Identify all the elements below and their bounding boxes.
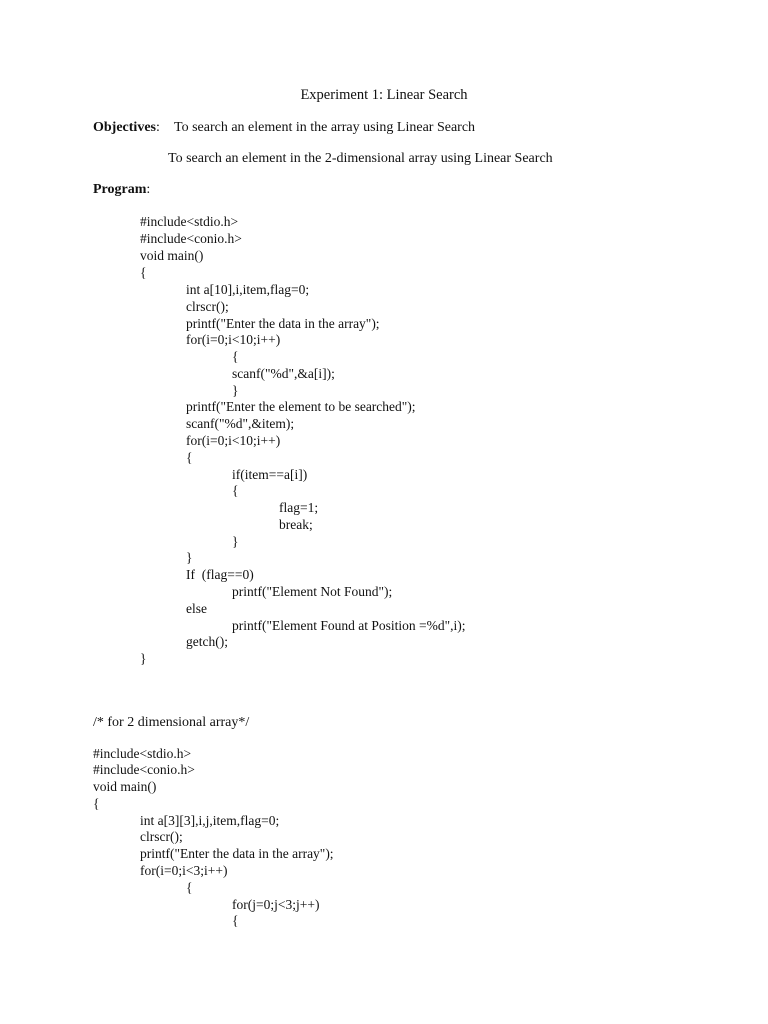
code-line: printf("Enter the data in the array"); <box>186 316 380 331</box>
objectives-colon: : <box>155 120 160 135</box>
code-line: { <box>232 483 239 498</box>
program-label: Program <box>93 182 147 197</box>
code-line: int a[10],i,item,flag=0; <box>186 282 310 297</box>
code-line: #include<stdio.h> <box>140 214 239 229</box>
code-line: { <box>186 450 193 465</box>
objectives-line <box>93 119 160 136</box>
objectives-label: Objectives <box>93 120 156 135</box>
code-line: scanf("%d",&a[i]); <box>232 366 335 381</box>
code-line: scanf("%d",&item); <box>186 416 295 431</box>
code-line: If (flag==0) <box>186 567 254 582</box>
code-line: #include<conio.h> <box>93 762 195 777</box>
code-line: else <box>186 601 207 616</box>
code-line: if(item==a[i]) <box>232 467 308 482</box>
code-line: } <box>140 651 147 666</box>
code-line: printf("Element Not Found"); <box>232 584 393 599</box>
objective-2: To search an element in the 2-dimensional array using Linear Search <box>168 151 553 166</box>
program-line <box>93 181 150 198</box>
code-line: printf("Element Found at Position =%d",i); <box>232 618 466 633</box>
code-line: for(i=0;i<10;i++) <box>186 433 281 448</box>
code-line: printf("Enter the element to be searched"); <box>186 399 416 414</box>
code-line: { <box>140 265 147 280</box>
code-line: } <box>186 550 193 565</box>
code-comment-2d: /* for 2 dimensional array*/ <box>93 715 250 730</box>
page-title: Experiment 1: Linear Search <box>300 87 468 103</box>
code-line: { <box>232 913 239 928</box>
code-line: void main() <box>93 779 157 794</box>
code-line: flag=1; <box>279 500 319 515</box>
code-line: void main() <box>140 248 204 263</box>
code-line: for(j=0;j<3;j++) <box>232 897 320 912</box>
code-line: clrscr(); <box>140 829 183 844</box>
code-line: int a[3][3],i,j,item,flag=0; <box>140 813 280 828</box>
program-colon: : <box>146 182 151 197</box>
code-line: getch(); <box>186 634 228 649</box>
objective-1: To search an element in the array using Linear Search <box>174 120 476 135</box>
code-line: for(i=0;i<3;i++) <box>140 863 228 878</box>
code-line: } <box>232 534 239 549</box>
code-line: #include<conio.h> <box>140 231 242 246</box>
code-line: clrscr(); <box>186 299 229 314</box>
code-line: break; <box>279 517 313 532</box>
code-line: for(i=0;i<10;i++) <box>186 332 281 347</box>
code-line: { <box>232 349 239 364</box>
code-line: } <box>232 383 239 398</box>
code-line: printf("Enter the data in the array"); <box>140 846 334 861</box>
code-line: { <box>186 880 193 895</box>
code-line: { <box>93 796 100 811</box>
code-line: #include<stdio.h> <box>93 746 192 761</box>
